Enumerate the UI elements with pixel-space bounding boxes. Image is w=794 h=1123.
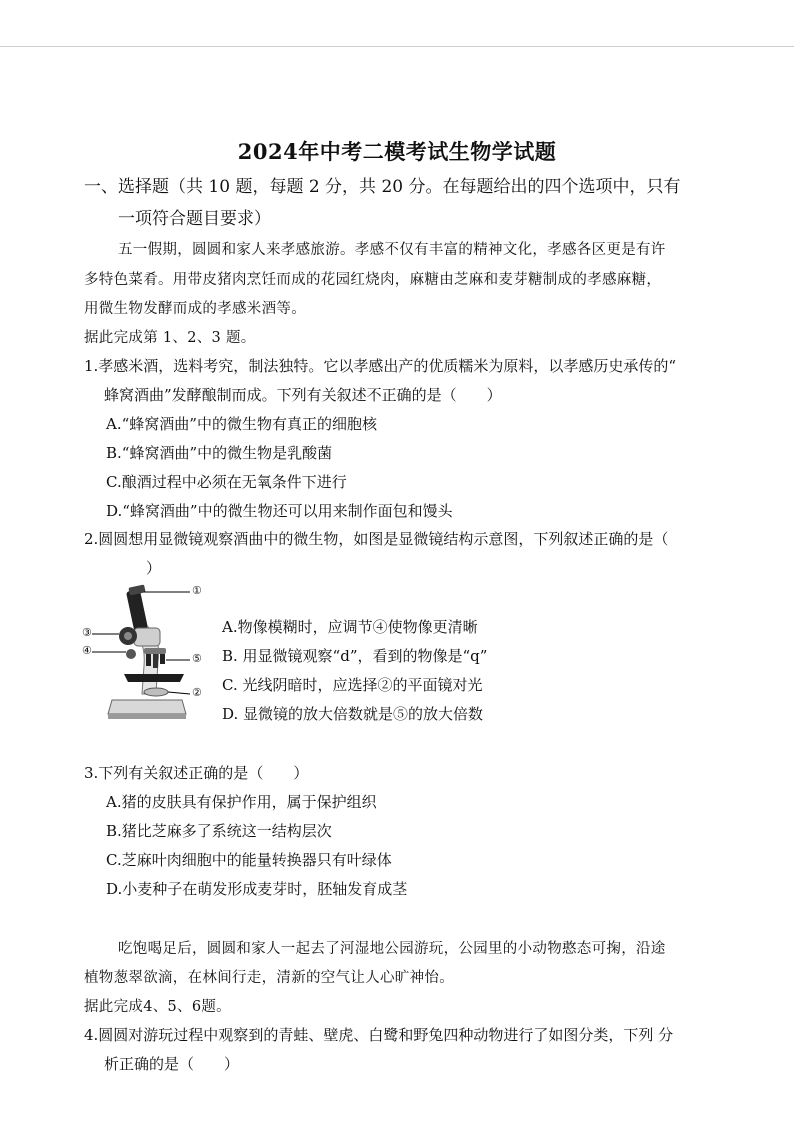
q1-option-c: C.酿酒过程中必须在无氧条件下进行 bbox=[106, 473, 347, 491]
q1-stem: 1.孝感米酒，选料考究，制法独特。它以孝感出产的优质糯米为原料，以孝感历史承传的“ bbox=[84, 357, 676, 375]
q1-option-b: B.“蜂窝酒曲”中的微生物是乳酸菌 bbox=[106, 444, 333, 462]
figure-label-2: ② bbox=[192, 686, 202, 699]
q2-option-c: C. 光线阴暗时，应选择②的平面镜对光 bbox=[222, 676, 483, 694]
q3-option-d: D.小麦种子在萌发形成麦芽时，胚轴发育成茎 bbox=[106, 880, 408, 898]
q2-stem-cont: ） bbox=[146, 559, 162, 577]
passage-line: 五一假期，圆圆和家人来孝感旅游。孝感不仅有丰富的精神文化，孝感各区更是有许 bbox=[118, 242, 666, 258]
q4-stem-cont: 析正确的是（ ） bbox=[104, 1055, 240, 1073]
section-heading-cont: 一项符合题目要求） bbox=[118, 209, 271, 229]
page-title: 2024年中考二模考试生物学试题 bbox=[237, 139, 557, 164]
section-heading: 一、选择题（共 10 题，每题 2 分，共 20 分。在每题给出的四个选项中，只有 bbox=[84, 177, 681, 197]
q3-option-b: B.猪比芝麻多了系统这一结构层次 bbox=[106, 822, 332, 840]
q1-option-d: D.“蜂窝酒曲”中的微生物还可以用来制作面包和馒头 bbox=[106, 502, 453, 520]
q1-option-a: A.“蜂窝酒曲”中的微生物有真正的细胞核 bbox=[106, 415, 377, 433]
figure-label-1: ① bbox=[192, 584, 202, 597]
q3-option-c: C.芝麻叶肉细胞中的能量转换器只有叶绿体 bbox=[106, 851, 392, 869]
microscope-figure bbox=[84, 582, 210, 724]
instruction: 据此完成第 1、2、3 题。 bbox=[84, 330, 256, 346]
passage-line: 植物葱翠欲滴，在林间行走，清新的空气让人心旷神怡。 bbox=[84, 970, 454, 986]
instruction: 据此完成4、5、6题。 bbox=[84, 999, 231, 1015]
passage-line: 多特色菜肴。用带皮猪肉烹饪而成的花园红烧肉，麻糖由芝麻和麦芽糖制成的孝感麻糖， bbox=[84, 272, 662, 288]
q2-option-b: B. 用显微镜观察“d”，看到的物像是“q” bbox=[222, 647, 488, 665]
figure-label-4: ④ bbox=[82, 644, 92, 657]
passage-line: 用微生物发酵而成的孝感米酒等。 bbox=[84, 301, 306, 317]
figure-label-5: ⑤ bbox=[192, 652, 202, 665]
q3-stem: 3.下列有关叙述正确的是（ ） bbox=[84, 764, 309, 782]
page-top-rule bbox=[0, 46, 794, 47]
q4-stem: 4.圆圆对游玩过程中观察到的青蛙、壁虎、白鹭和野兔四种动物进行了如图分类，下列 分 bbox=[84, 1026, 674, 1044]
q2-option-d: D. 显微镜的放大倍数就是⑤的放大倍数 bbox=[222, 705, 484, 723]
q1-stem-cont: 蜂窝酒曲”发酵酿制而成。下列有关叙述不正确的是（ ） bbox=[104, 386, 502, 404]
q2-stem: 2.圆圆想用显微镜观察酒曲中的微生物，如图是显微镜结构示意图，下列叙述正确的是（ bbox=[84, 530, 669, 548]
q2-option-a: A.物像模糊时，应调节④使物像更清晰 bbox=[222, 618, 478, 636]
passage-line: 吃饱喝足后，圆圆和家人一起去了河湿地公园游玩，公园里的小动物憨态可掬，沿途 bbox=[118, 941, 666, 957]
q3-option-a: A.猪的皮肤具有保护作用，属于保护组织 bbox=[106, 793, 377, 811]
figure-label-3: ③ bbox=[82, 626, 92, 639]
